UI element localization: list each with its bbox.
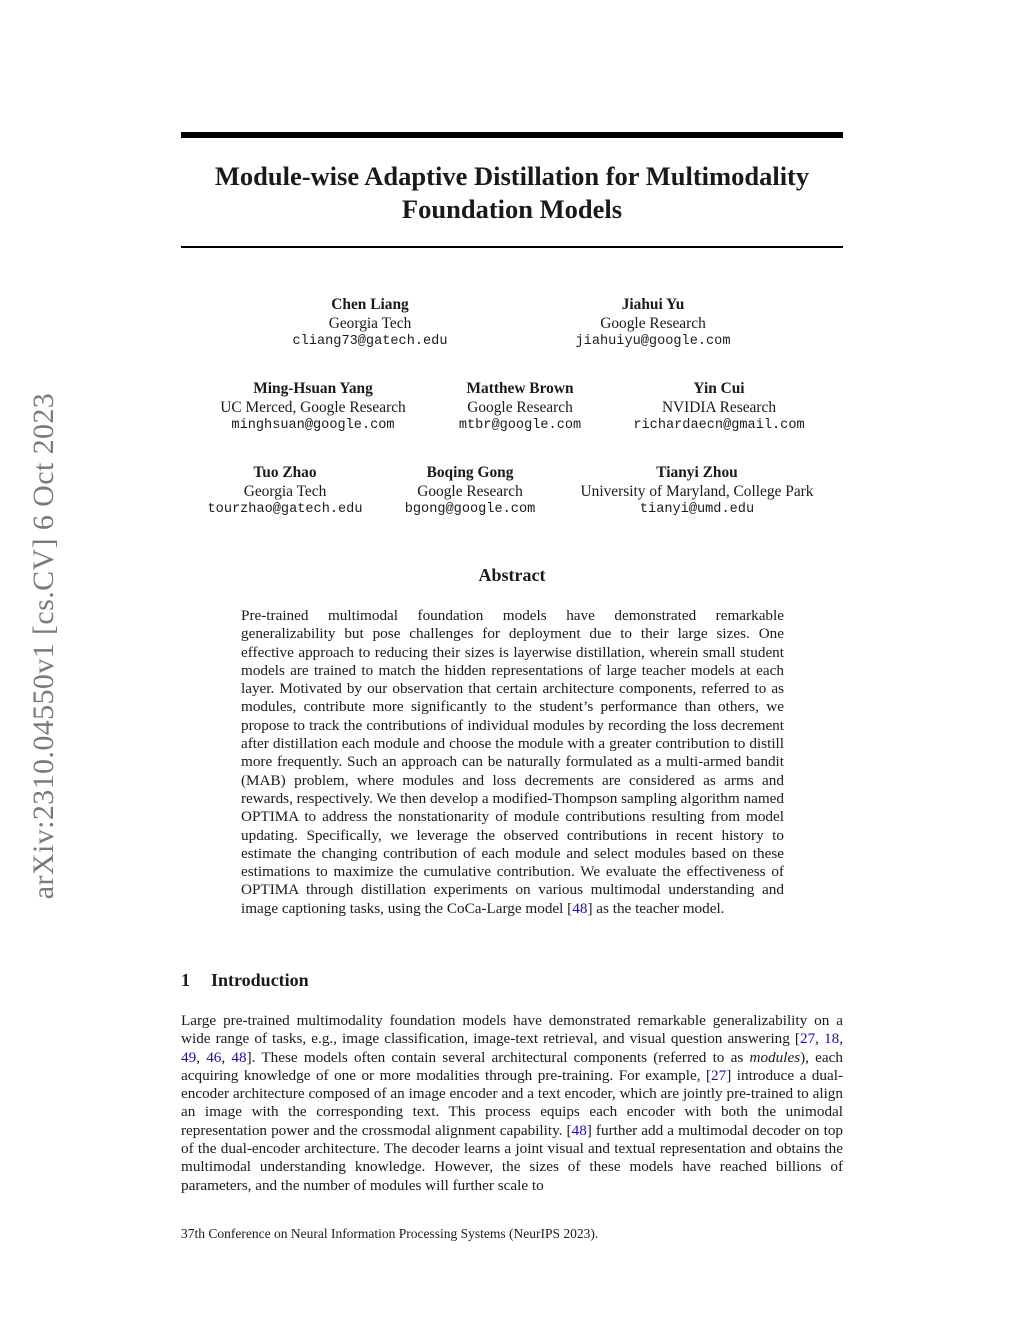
author-block (553, 296, 753, 352)
intro-text: ] introduce a dual-encoder architecture composed of an image encoder and a text encoder, which are jointly pre-trained to align an image with the corresponding text. This process equips each encoder with both the unimodal representation power and the crossmodal alignment capability. [ (181, 1066, 844, 1139)
intro-text: Large pre-trained multimodality foundation models have demonstrated remarkable generalizability on a wide range of tasks, e.g., image classification, image-text retrieval, and visual question answering [ (181, 1012, 843, 1048)
author-email[interactable]: richardaecn@gmail.com (633, 418, 805, 433)
author-name: Yin Cui (693, 380, 745, 397)
author-email[interactable]: tianyi@umd.edu (639, 502, 755, 517)
citation-separator: , (839, 1030, 844, 1048)
author-name: Boqing Gong (426, 464, 514, 481)
author-affiliation: NVIDIA Research (661, 398, 777, 416)
citation-separator: , (196, 1048, 207, 1066)
author-email[interactable]: cliang73@gatech.edu (292, 334, 448, 349)
title-bottom-rule (181, 246, 843, 248)
author-affiliation: Google Research (600, 314, 706, 332)
abstract-body: Pre-trained multimodal foundation models have demonstrated remarkable generalizability but pose challenges for deployment due to their large sizes. One effective approach to reducing their sizes is layerwise distillation, wherein small student models are trained to match the hidden representations of large teacher models at each layer. Motivated by our observation that certain architecture components, referred to as modules, contribute more significantly to the student’s performance than others, we propose to track the contributions of individual modules by recording the loss decrement after distillation each module and choose the module with a greater contribution to distill more frequently. Such an approach can be naturally formulated as a multi-armed bandit (MAB) problem, where modules and loss decrements are considered as arms and rewards, respectively. We then develop a modified-Thompson sampling algorithm named OPTIMA to address the nonstationarity of module contributions resulting from model updating. Specifically, we leverage the observed contributions in recent history to estimate the changing contribution of each module and select modules based on these estimations to maximize the cumulative contribution. We evaluate the effectiveness of OPTIMA through distillation experiments on various multimodal understanding and image captioning tasks, using the CoCa-Large model [ (241, 607, 784, 917)
author-name: Ming-Hsuan Yang (253, 380, 373, 397)
citation-separator: , (815, 1030, 825, 1048)
author-block (440, 380, 600, 436)
author-block (614, 380, 824, 436)
citation-link[interactable]: 49 (181, 1048, 197, 1066)
author-block (566, 464, 828, 520)
author-block (385, 464, 555, 520)
intro-text: ), each acquiring knowledge of one or more modalities through pre-training. For example, [ (181, 1048, 843, 1084)
author-affiliation: UC Merced, Google Research (220, 398, 406, 416)
author-email[interactable]: tourzhao@gatech.edu (207, 502, 363, 517)
author-affiliation: Georgia Tech (328, 314, 412, 332)
arxiv-identifier: arXiv:2310.04550v1 [cs.CV] 6 Oct 2023 (27, 392, 60, 900)
author-name: Jiahui Yu (621, 296, 685, 313)
author-affiliation: Google Research (467, 398, 573, 416)
author-affiliation: University of Maryland, College Park (580, 482, 814, 500)
author-affiliation: Georgia Tech (243, 482, 327, 500)
intro-text: ]. These models often contain several architectural components (referred to as (246, 1048, 750, 1066)
title-line-2: Foundation Models (401, 194, 623, 224)
author-email[interactable]: mtbr@google.com (458, 418, 582, 433)
author-affiliation: Google Research (417, 482, 523, 500)
author-name: Tianyi Zhou (656, 464, 738, 481)
author-name: Matthew Brown (466, 380, 574, 397)
author-email[interactable]: jiahuiyu@google.com (575, 334, 731, 349)
citation-link[interactable]: 46 (206, 1048, 222, 1066)
citation-link[interactable]: 27 (711, 1066, 727, 1084)
citation-link[interactable]: 18 (824, 1030, 840, 1048)
section-heading-introduction (181, 970, 309, 991)
section-number: 1 (181, 970, 190, 990)
author-name: Tuo Zhao (253, 464, 317, 481)
citation-link[interactable]: 48 (571, 1121, 587, 1139)
citation-link[interactable]: 48 (572, 899, 588, 917)
author-block (270, 296, 470, 352)
intro-text: ] further add a multimodal decoder on top of the dual-encoder architecture. The decoder learns a joint visual and textual representation and obtains the multimodal understanding knowledge. However, the sizes of these models have reached billions of parameters, and the number of modules will further scale to (181, 1121, 844, 1194)
paper-title (181, 160, 843, 226)
author-block (195, 464, 375, 520)
author-name: Chen Liang (331, 296, 409, 313)
author-block (200, 380, 426, 436)
citation-separator: , (221, 1048, 232, 1066)
author-email[interactable]: bgong@google.com (404, 502, 536, 517)
citation-link[interactable]: 48 (231, 1048, 247, 1066)
abstract-body-end: ] as the teacher model. (587, 899, 725, 917)
introduction-paragraph (181, 1012, 843, 1195)
author-email[interactable]: minghsuan@google.com (231, 418, 395, 433)
abstract-text (241, 607, 784, 918)
title-line-1: Module-wise Adaptive Distillation for Multimodality (214, 161, 810, 191)
intro-emphasis: modules (749, 1048, 801, 1066)
conference-footnote: 37th Conference on Neural Information Processing Systems (NeurIPS 2023). (181, 1226, 599, 1241)
abstract-heading: Abstract (478, 565, 546, 585)
citation-link[interactable]: 27 (799, 1030, 816, 1048)
title-top-rule (181, 132, 843, 138)
section-title: Introduction (211, 970, 309, 990)
